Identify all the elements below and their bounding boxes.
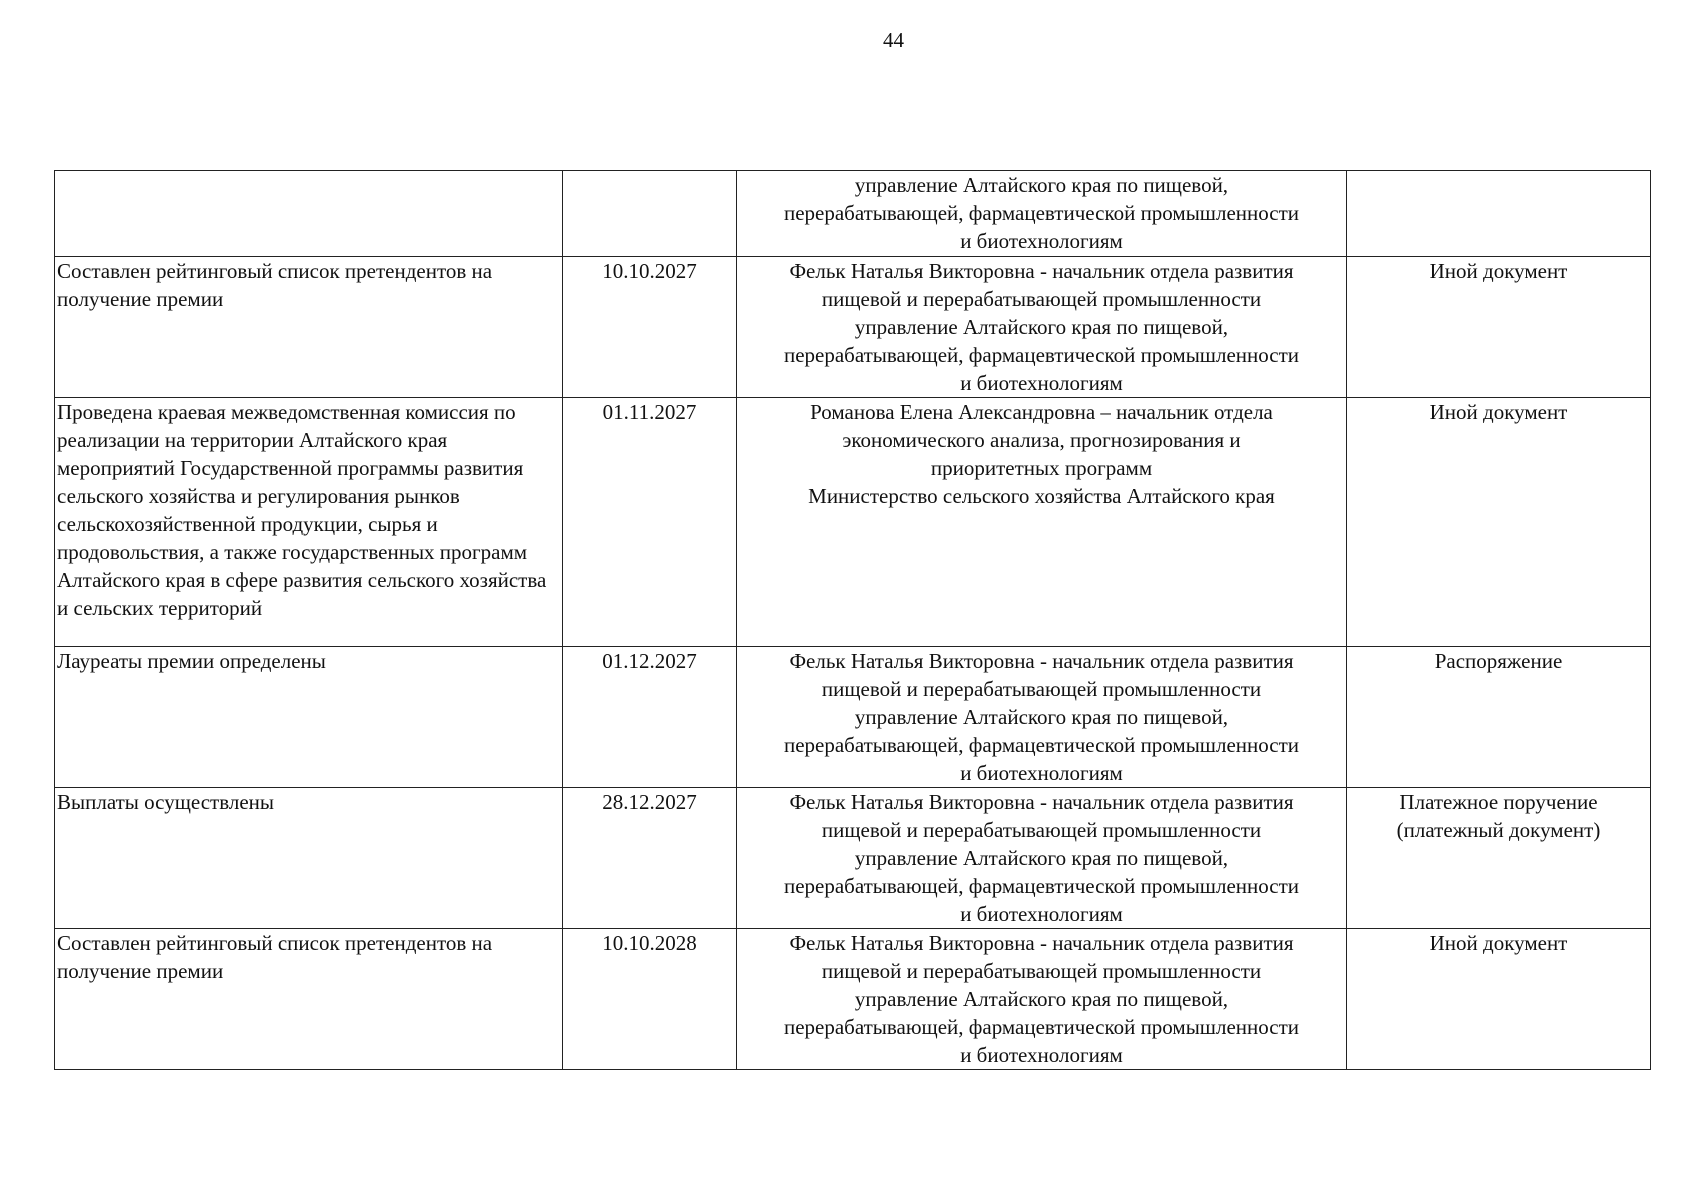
event-cell: Выплаты осуществлены [55,788,563,929]
document-type-cell [1347,929,1651,1070]
responsible-line: Фельк Наталья Викторовна - начальник отдела развития [789,259,1294,283]
document-type-cell [1347,171,1651,257]
responsible-cell [737,788,1347,929]
event-cell: Проведена краевая межведомственная комиссия по реализации на территории Алтайского края мероприятий Государственной программы развития сельского хозяйства и регулирования рынков сельскохозяйственной продукции, сырья и продовольствия, а также государственных программ Алтайского края в сфере развития сельского хозяйства и сельских территорий [55,398,563,647]
responsible-line: пищевой и перерабатывающей промышленности [821,287,1262,311]
responsible-cell [737,929,1347,1070]
table-row [55,398,1651,647]
date-cell: 01.11.2027 [563,398,737,647]
document-type-line: (платежный документ) [1396,818,1601,842]
responsible-line: и биотехнологиям [960,371,1123,395]
table-row [55,647,1651,788]
responsible-line: перерабатывающей, фармацевтической промышленности [783,874,1300,898]
page-number: 44 [883,28,904,52]
document-type-cell [1347,398,1651,647]
event-cell [55,171,563,257]
date-cell: 28.12.2027 [563,788,737,929]
responsible-line: и биотехнологиям [960,761,1123,785]
event-cell: Составлен рейтинговый список претендентов на получение премии [55,929,563,1070]
document-type-line: Иной документ [1429,259,1568,283]
document-type-line: Иной документ [1429,931,1568,955]
document-type-line: Иной документ [1429,400,1568,424]
responsible-line: управление Алтайского края по пищевой, [854,987,1229,1011]
responsible-cell [737,171,1347,257]
document-type-line: Распоряжение [1434,649,1563,673]
responsible-line: пищевой и перерабатывающей промышленности [821,818,1262,842]
responsible-line: пищевой и перерабатывающей промышленности [821,677,1262,701]
responsible-line: и биотехнологиям [960,902,1123,926]
responsible-line: перерабатывающей, фармацевтической промышленности [783,1015,1300,1039]
document-type-line: Платежное поручение [1399,790,1598,814]
date-cell [563,171,737,257]
responsible-line: приоритетных программ [930,456,1153,480]
table-row [55,929,1651,1070]
responsible-cell [737,398,1347,647]
event-cell: Составлен рейтинговый список претендентов на получение премии [55,257,563,398]
responsible-line: перерабатывающей, фармацевтической промышленности [783,343,1300,367]
event-cell: Лауреаты премии определены [55,647,563,788]
responsible-line: Романова Елена Александровна – начальник отдела [810,400,1273,424]
date-cell: 10.10.2027 [563,257,737,398]
responsible-line: Фельк Наталья Викторовна - начальник отдела развития [789,931,1294,955]
responsible-cell [737,257,1347,398]
responsible-line: перерабатывающей, фармацевтической промышленности [783,201,1300,225]
responsible-line: Фельк Наталья Викторовна - начальник отдела развития [789,649,1294,673]
responsible-line: управление Алтайского края по пищевой, [854,705,1229,729]
responsible-line: управление Алтайского края по пищевой, [854,173,1229,197]
document-type-cell [1347,647,1651,788]
date-cell: 10.10.2028 [563,929,737,1070]
events-table [54,170,1651,1070]
responsible-cell [737,647,1347,788]
responsible-line: пищевой и перерабатывающей промышленности [821,959,1262,983]
document-type-cell [1347,788,1651,929]
table-row [55,788,1651,929]
document-type-cell [1347,257,1651,398]
date-cell: 01.12.2027 [563,647,737,788]
events-table-body [55,171,1651,1070]
table-row [55,171,1651,257]
responsible-line: Министерство сельского хозяйства Алтайского края [808,484,1275,508]
responsible-line: перерабатывающей, фармацевтической промышленности [783,733,1300,757]
responsible-line: и биотехнологиям [960,229,1123,253]
responsible-line: экономического анализа, прогнозирования и [842,428,1241,452]
responsible-line: и биотехнологиям [960,1043,1123,1067]
responsible-line: управление Алтайского края по пищевой, [854,315,1229,339]
table-row [55,257,1651,398]
responsible-line: Фельк Наталья Викторовна - начальник отдела развития [789,790,1294,814]
responsible-line: управление Алтайского края по пищевой, [854,846,1229,870]
